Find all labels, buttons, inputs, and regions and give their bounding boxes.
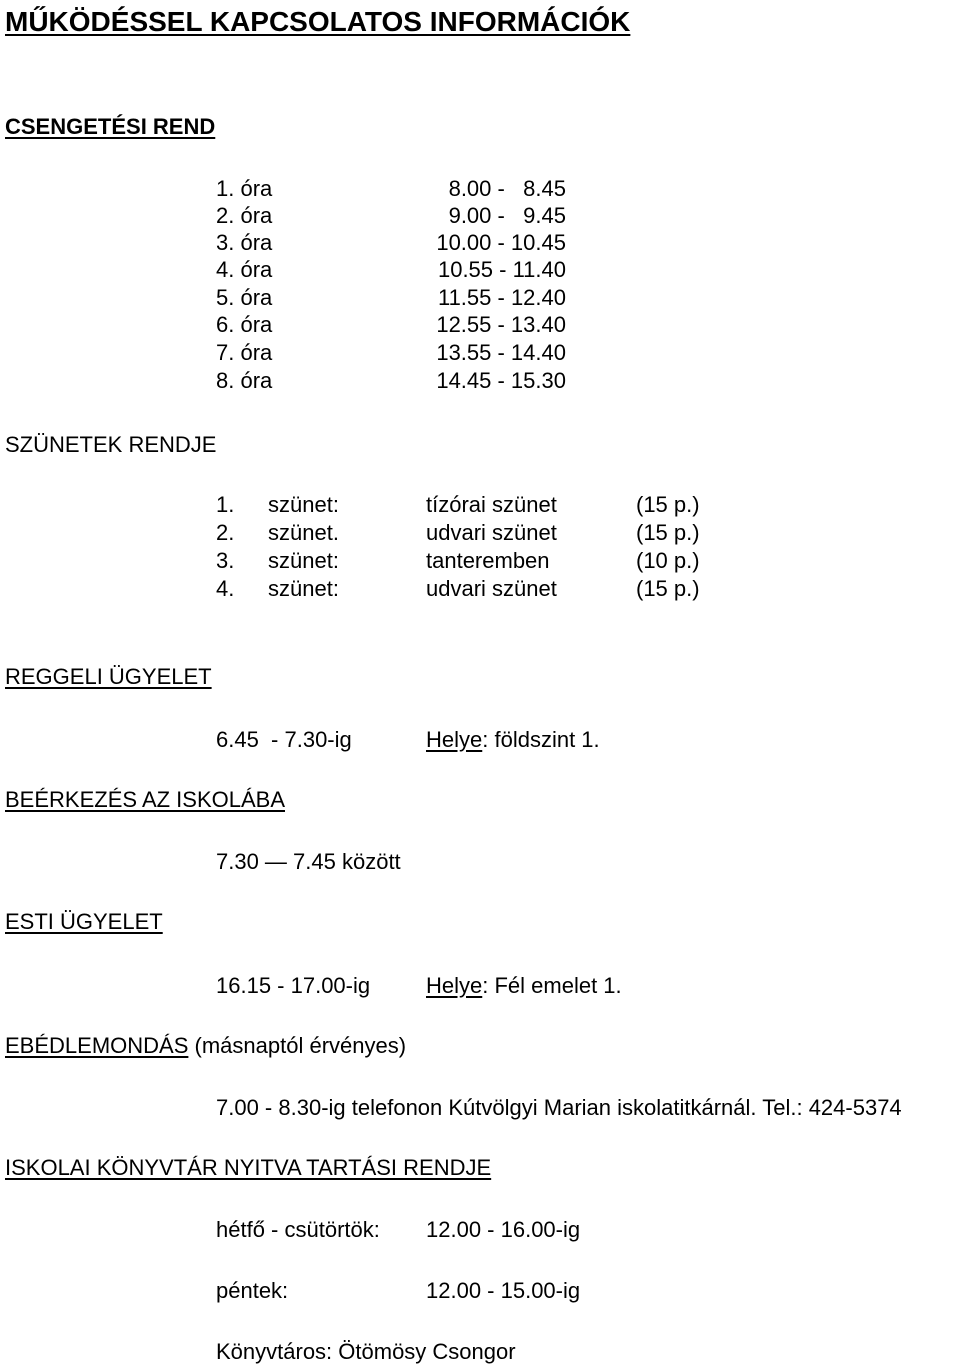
break-number: 3. — [216, 548, 235, 573]
lesson-label: 2. óra — [216, 203, 273, 228]
lunch-cancel-note: (másnaptól érvényes) — [194, 1033, 407, 1058]
place-label: Helye — [426, 973, 483, 998]
break-label: szünet: — [268, 548, 339, 573]
lesson-time: 11.55 - 12.40 — [437, 285, 566, 310]
break-duration: (15 p.) — [636, 576, 700, 601]
break-duration: (15 p.) — [636, 520, 700, 545]
place-value: : földszint 1. — [482, 727, 600, 752]
break-number: 1. — [216, 492, 235, 517]
evening-care-time: 16.15 - 17.00-ig — [216, 973, 371, 998]
librarian: Könyvtáros: Ötömösy Csongor — [216, 1339, 516, 1364]
break-type: tanteremben — [426, 548, 550, 573]
break-type: tízórai szünet — [426, 492, 557, 517]
page-title: MŰKÖDÉSSEL KAPCSOLATOS INFORMÁCIÓK — [5, 6, 631, 37]
lesson-label: 8. óra — [216, 368, 273, 393]
lesson-time: 14.45 - 15.30 — [436, 368, 566, 393]
library-days: péntek: — [216, 1278, 289, 1303]
library-hours: 12.00 - 16.00-ig — [426, 1217, 581, 1242]
lesson-label: 5. óra — [216, 285, 273, 310]
lesson-label: 3. óra — [216, 230, 273, 255]
lesson-time: 10.55 - 11.40 — [437, 257, 566, 282]
lunch-cancel-heading: EBÉDLEMONDÁS — [5, 1033, 189, 1058]
break-label: szünet: — [268, 492, 339, 517]
place-value: : Fél emelet 1. — [482, 973, 622, 998]
evening-care-heading: ESTI ÜGYELET — [5, 909, 163, 934]
place-label: Helye — [426, 727, 483, 752]
lesson-time: 13.55 - 14.40 — [436, 340, 566, 365]
lesson-time: 10.00 - 10.45 — [436, 230, 566, 255]
lesson-label: 6. óra — [216, 312, 273, 337]
break-duration: (15 p.) — [636, 492, 700, 517]
bell-schedule-heading: CSENGETÉSI REND — [5, 114, 216, 139]
morning-care-heading: REGGELI ÜGYELET — [5, 664, 212, 689]
library-days: hétfő - csütörtök: — [216, 1217, 380, 1242]
arrival-heading: BEÉRKEZÉS AZ ISKOLÁBA — [5, 787, 285, 812]
lesson-label: 1. óra — [216, 176, 273, 201]
evening-care-place — [426, 975, 622, 997]
library-heading: ISKOLAI KÖNYVTÁR NYITVA TARTÁSI RENDJE — [5, 1155, 492, 1180]
break-number: 2. — [216, 520, 235, 545]
break-number: 4. — [216, 576, 235, 601]
library-hours: 12.00 - 15.00-ig — [426, 1278, 581, 1303]
lesson-time: 9.00 - 9.45 — [448, 203, 566, 228]
break-duration: (10 p.) — [636, 548, 700, 573]
morning-care-time: 6.45 - 7.30-ig — [216, 727, 352, 752]
break-label: szünet: — [268, 576, 339, 601]
lesson-time: 12.55 - 13.40 — [436, 312, 566, 337]
lunch-cancel-line — [5, 1035, 406, 1057]
lesson-label: 4. óra — [216, 257, 273, 282]
breaks-heading: SZÜNETEK RENDJE — [5, 432, 217, 457]
break-type: udvari szünet — [426, 576, 557, 601]
lesson-time: 8.00 - 8.45 — [448, 176, 566, 201]
lunch-cancel-details: 7.00 - 8.30-ig telefonon Kútvölgyi Marian iskolatitkárnál. Tel.: 424-5374 — [216, 1095, 902, 1120]
arrival-time: 7.30 — 7.45 között — [216, 849, 401, 874]
break-type: udvari szünet — [426, 520, 557, 545]
lesson-label: 7. óra — [216, 340, 273, 365]
morning-care-place — [426, 729, 600, 751]
break-label: szünet. — [268, 520, 339, 545]
